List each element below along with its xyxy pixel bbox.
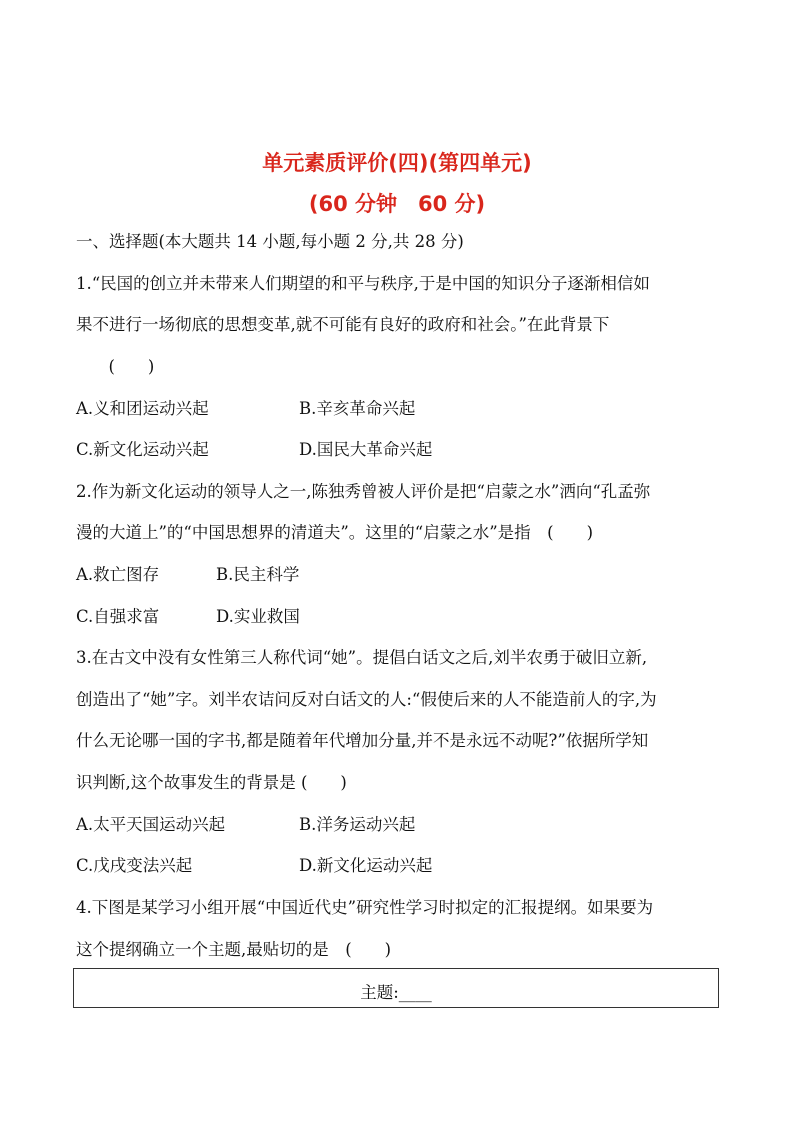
question-1-option-c: C.新文化运动兴起 — [76, 440, 209, 459]
question-3-line-3: 什么无论哪一国的字书,都是随着年代增加分量,并不是永远不动呢?”依据所学知 — [76, 731, 649, 750]
question-2-line-1: 2.作为新文化运动的领导人之一,陈独秀曾被人评价是把“启蒙之水”洒向“孔孟弥 — [76, 482, 651, 501]
question-4-line-2: 这个提纲确立一个主题,最贴切的是 ( ) — [76, 940, 392, 959]
question-2-option-a: A.救亡图存 — [76, 565, 160, 584]
question-1-line-2: 果不进行一场彻底的思想变革,就不可能有良好的政府和社会。”在此背景下 — [76, 315, 610, 334]
outline-box — [73, 968, 719, 1008]
question-3-line-1: 3.在古文中没有女性第三人称代词“她”。提倡白话文之后,刘半农勇于破旧立新, — [76, 648, 648, 667]
question-2-option-b: B.民主科学 — [216, 565, 300, 584]
section-heading: 一、选择题(本大题共 14 小题,每小题 2 分,共 28 分) — [76, 232, 464, 251]
question-3-line-2: 创造出了“她”字。刘半农诘问反对白话文的人:“假使后来的人不能造前人的字,为 — [76, 690, 657, 709]
page-subtitle: (60 分钟 60 分) — [308, 192, 486, 216]
question-1-line-1: 1.“民国的创立并未带来人们期望的和平与秩序,于是中国的知识分子逐渐相信如 — [76, 274, 650, 293]
question-1-option-d: D.国民大革命兴起 — [299, 440, 433, 459]
question-3-option-c: C.戊戌变法兴起 — [76, 856, 193, 875]
question-2-option-c: C.自强求富 — [76, 607, 160, 626]
outline-theme-label: 主题:____ — [360, 983, 432, 1002]
question-1-answer-blank: ( ) — [92, 357, 155, 376]
question-4-line-1: 4.下图是某学习小组开展“中国近代史”研究性学习时拟定的汇报提纲。如果要为 — [76, 898, 654, 917]
question-3-option-a: A.太平天国运动兴起 — [76, 815, 226, 834]
question-3-option-b: B.洋务运动兴起 — [299, 815, 416, 834]
question-1-option-b: B.辛亥革命兴起 — [299, 399, 416, 418]
question-1-option-a: A.义和团运动兴起 — [76, 399, 209, 418]
question-3-line-4: 识判断,这个故事发生的背景是 ( ) — [76, 773, 347, 792]
question-2-line-2: 漫的大道上”的“中国思想界的清道夫”。这里的“启蒙之水”是指 ( ) — [76, 523, 594, 542]
page-title: 单元素质评价(四)(第四单元) — [262, 151, 532, 175]
question-2-option-d: D.实业救国 — [216, 607, 300, 626]
question-3-option-d: D.新文化运动兴起 — [299, 856, 433, 875]
